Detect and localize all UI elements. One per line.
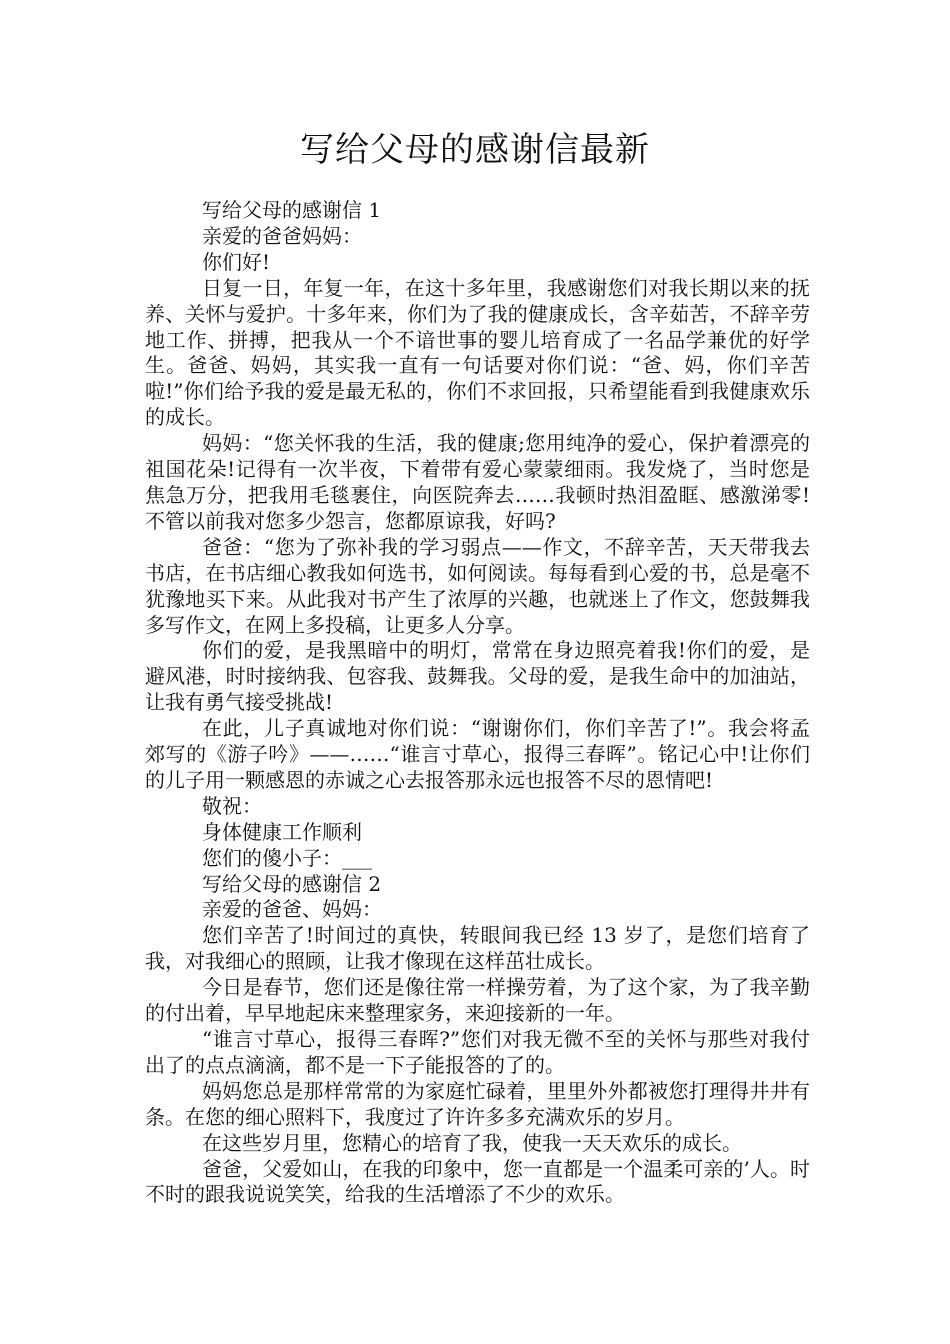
document-body: [145, 198, 810, 1208]
letter-2-paragraph: 爸爸，父爱如山，在我的印象中，您一直都是一个温柔可亲的’人。时不时的跟我说说笑笑，给我的生活增添了不少的欢乐。: [145, 1156, 810, 1207]
letter-1-paragraph: 在此，儿子真诚地对你们说：“谢谢你们，你们辛苦了!”。我会将孟郊写的《游子吟》——……“谁言寸草心，报得三春晖”。铭记心中!让你们的儿子用一颗感恩的赤诚之心去报答那永远也报答不尽的恩情吧!: [145, 716, 810, 792]
letter-2-paragraph: 今日是春节，您们还是像往常一样操劳着，为了这个家，为了我辛勤的付出着，早早地起床来整理家务，来迎接新的一年。: [145, 975, 810, 1026]
letter-2-paragraph: “谁言寸草心，报得三春晖?”您们对我无微不至的关怀与那些对我付出了的点点滴滴，都不是一下子能报答的了的。: [145, 1027, 810, 1077]
letter-1-paragraph: 你们的爱，是我黑暗中的明灯，常常在身边照亮着我!你们的爱，是避风港，时时接纳我、包容我、鼓舞我。父母的爱，是我生命中的加油站，让我有勇气接受挑战!: [145, 638, 810, 715]
letter-1-signature: 您们的傻小子：___: [202, 845, 372, 870]
letter-1-wish: 身体健康工作顺利: [202, 819, 362, 844]
letter-1-salutation: 亲爱的爸爸妈妈：: [202, 223, 362, 248]
letter-2-paragraph: 在这些岁月里，您精心的培育了我，使我一天天欢乐的成长。: [202, 1130, 742, 1155]
letter-1-paragraph: 妈妈：“您关怀我的生活，我的健康;您用纯净的爱心，保护着漂亮的祖国花朵!记得有一次半夜，下着带有爱心蒙蒙细雨。我发烧了，当时您是焦急万分，把我用毛毯裹住，向医院奔去……我顿时热泪盈眶、感激涕零!不管以前我对您多少怨言，您都原谅我，好吗?: [145, 431, 810, 533]
letter-2-heading: 写给父母的感谢信 2: [202, 871, 382, 896]
letter-1-closing: 敬祝：: [202, 793, 262, 818]
letter-1-paragraph: 爸爸：“您为了弥补我的学习弱点——作文，不辞辛苦，天天带我去书店，在书店细心教我如何选书，如何阅读。每每看到心爱的书，总是毫不犹豫地买下来。从此我对书产生了浓厚的兴趣，也就迷上了作文，您鼓舞我多写作文，在网上多投稿，让更多人分享。: [145, 534, 810, 637]
letter-1-greeting: 你们好!: [202, 249, 271, 274]
letter-2-paragraph: 您们辛苦了!时间过的真快，转眼间我已经 13 岁了，是您们培育了我，对我细心的照顾，让我才像现在这样茁壮成长。: [145, 923, 810, 974]
document-title: 写给父母的感谢信最新: [300, 130, 650, 170]
letter-2-paragraph: 妈妈您总是那样常常的为家庭忙碌着，里里外外都被您打理得井井有条。在您的细心照料下，我度过了许许多多充满欢乐的岁月。: [145, 1078, 810, 1129]
letter-1-heading: 写给父母的感谢信 1: [202, 198, 382, 222]
letter-1-paragraph: 日复一日，年复一年，在这十多年里，我感谢您们对我长期以来的抚养、关怀与爱护。十多年来，你们为了我的健康成长，含辛茹苦，不辞辛劳地工作、拼搏，把我从一个不谙世事的婴儿培育成了一名品学兼优的好学生。爸爸、妈妈，其实我一直有一句话要对你们说：“爸、妈，你们辛苦啦!”你们给予我的爱是最无私的，你们不求回报，只希望能看到我健康欢乐的成长。: [145, 275, 810, 430]
letter-2-salutation: 亲爱的爸爸、妈妈：: [202, 897, 382, 922]
